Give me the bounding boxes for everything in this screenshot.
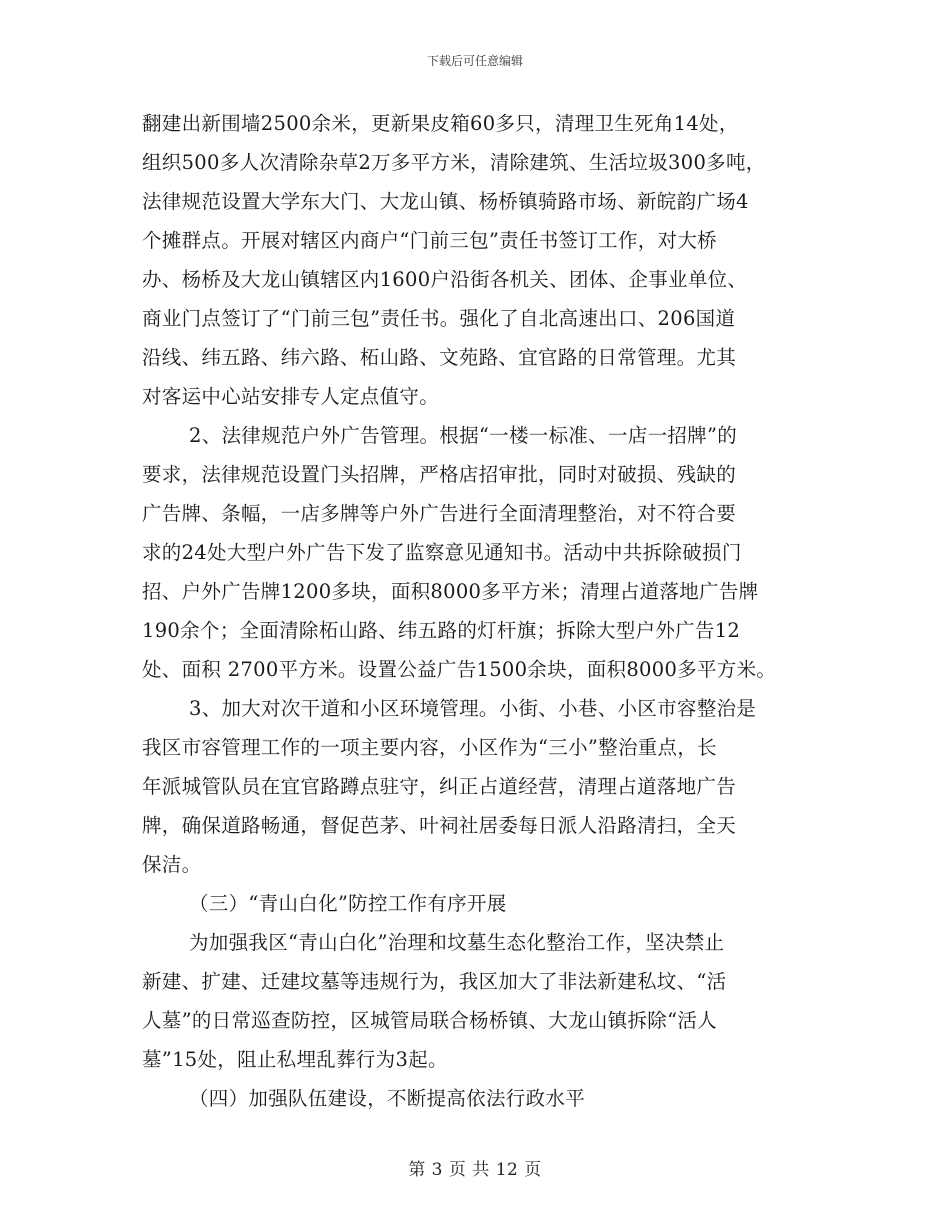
text-line: 求的24处大型户外广告下发了监察意见通知书。活动中共拆除破损门 (142, 541, 742, 564)
text-line: 要求，法律规范设置门头招牌，严格店招审批，同时对破损、残缺的 (142, 463, 737, 486)
text-line: 我区市容管理工作的一项主要内容，小区作为“三小”整治重点，长 (142, 736, 717, 759)
page-footer: 第 3 页 共 12 页 (408, 1160, 542, 1180)
text-line: 牌，确保道路畅通，督促芭茅、叶祠社居委每日派人沿路清扫，全天 (142, 814, 737, 837)
page-header: 下载后可任意编辑 (426, 54, 523, 68)
text-line: 2、法律规范户外广告管理。根据“一楼一标准、一店一招牌”的 (189, 424, 738, 447)
text-line: 办、杨桥及大龙山镇辖区内1600户沿街各机关、团体、企事业单位、 (142, 268, 748, 291)
text-line: 保洁。 (142, 853, 202, 876)
text-line: 新建、扩建、迁建坟墓等违规行为，我区加大了非法新建私坟、“活 (142, 970, 727, 993)
text-line: 法律规范设置大学东大门、大龙山镇、杨桥镇骑路市场、新皖韵广场4 (142, 190, 749, 213)
text-line: 190余个；全面清除柘山路、纬五路的灯杆旗；拆除大型户外广告12 (142, 619, 741, 642)
text-line: 沿线、纬五路、纬六路、柘山路、文苑路、宜官路的日常管理。尤其 (142, 346, 737, 369)
text-line: 人墓”的日常巡查防控，区城管局联合杨桥镇、大龙山镇拆除“活人 (142, 1009, 717, 1032)
text-line: 个摊群点。开展对辖区内商户“门前三包”责任书签订工作，对大桥 (142, 229, 717, 252)
text-line: 商业门点签订了“门前三包”责任书。强化了自北高速出口、206国道 (142, 307, 736, 330)
text-line: 对客运中心站安排专人定点值守。 (142, 385, 440, 408)
text-line: 招、户外广告牌1200多块，面积8000多平方米；清理占道落地广告牌 (142, 580, 759, 603)
text-line: 为加强我区“青山白化”治理和坟墓生态化整治工作，坚决禁止 (189, 931, 725, 954)
text-line: 翻建出新围墙2500余米，更新果皮箱60多只，清理卫生死角14处， (142, 112, 739, 135)
text-line: 3、加大对次干道和小区环境管理。小街、小巷、小区市容整治是 (189, 697, 757, 720)
text-line: 广告牌、条幅，一店多牌等户外广告进行全面清理整治，对不符合要 (142, 502, 737, 525)
text-line: 墓”15处，阻止私埋乱葬行为3起。 (142, 1048, 448, 1071)
section-heading: （三）“青山白化”防控工作有序开展 (189, 892, 507, 915)
section-heading: （四）加强队伍建设，不断提高依法行政水平 (189, 1087, 586, 1110)
text-line: 处、面积 2700平方米。设置公益广告1500余块，面积8000多平方米。 (142, 658, 777, 681)
text-line: 组织500多人次清除杂草2万多平方米，清除建筑、生活垃圾300多吨， (142, 151, 766, 174)
text-line: 年派城管队员在宜官路蹲点驻守，纠正占道经营，清理占道落地广告 (142, 775, 737, 798)
